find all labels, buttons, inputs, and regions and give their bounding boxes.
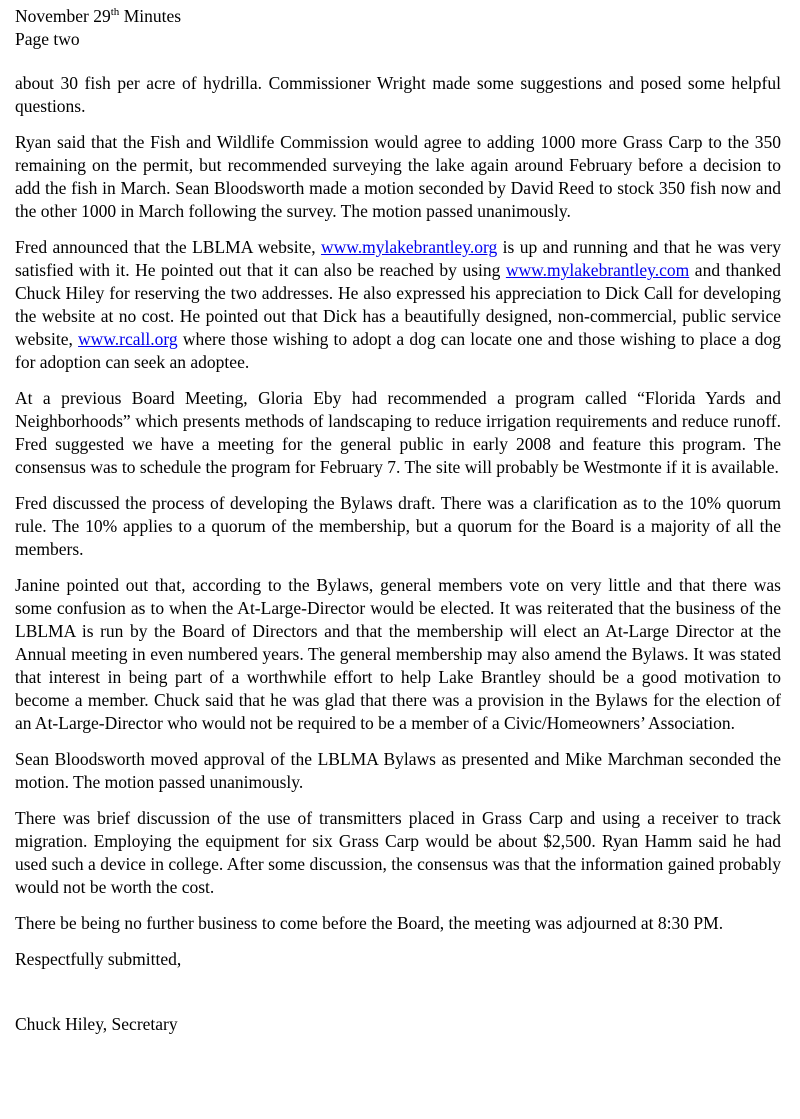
website-text-4: where those wishing to adopt a dog can locate one and those wishing to place a dog for adoption can seek an adoptee. xyxy=(15,329,781,372)
header-title-superscript: th xyxy=(110,6,120,19)
link-mylakebrantley-com[interactable]: www.mylakebrantley.com xyxy=(505,260,690,280)
header-title-line xyxy=(15,5,781,28)
paragraph-bylaws-approval: Sean Bloodsworth moved approval of the LBLMA Bylaws as presented and Mike Marchman seconded the motion. The motion passed unanimously. xyxy=(15,749,781,792)
header-title-post: Minutes xyxy=(119,6,182,26)
paragraph-bylaws-voting: Janine pointed out that, according to the Bylaws, general members vote on very little and that there was some confusion as to when the At-Large-Director would be elected. It was reiterated that the business of the LBLMA is run by the Board of Directors and that the membership will elect an At-Large Director at the Annual meeting in even numbered years. The general membership may also amend the Bylaws. It was stated that interest in being part of a worthwhile effort to help Lake Brantley should be a good motivation to become a member. Chuck said that he was glad that there was a provision in the Bylaws for the election of an At-Large-Director who would not be required to be a member of a Civic/Homeowners’ Association. xyxy=(15,575,781,733)
header-page-label: Page two xyxy=(15,29,80,49)
closing-line: Respectfully submitted, xyxy=(15,949,182,969)
paragraph-grass-carp-motion: Ryan said that the Fish and Wildlife Commission would agree to adding 1000 more Grass Carp to the 350 remaining on the permit, but recommended surveying the lake again around February before a decision to add the fish in March. Sean Bloodsworth made a motion seconded by David Reed to stock 350 fish now and the other 1000 in March following the survey. The motion passed unanimously. xyxy=(15,132,781,221)
website-text-2: is up and running and that he was very satisfied with it. He pointed out that it can also be reached by using xyxy=(15,237,781,280)
paragraph-hydrilla: about 30 fish per acre of hydrilla. Commissioner Wright made some suggestions and posed some helpful questions. xyxy=(15,73,781,116)
link-mylakebrantley-org[interactable]: www.mylakebrantley.org xyxy=(320,237,498,257)
header-title-pre: November 29 xyxy=(15,6,111,26)
paragraph-website xyxy=(15,236,781,374)
website-text-3: and thanked Chuck Hiley for reserving the two addresses. He also expressed his appreciation to Dick Call for developing the website at no cost. He pointed out that Dick has a beautifully designed, non-commercial, public service website, xyxy=(15,260,781,349)
paragraph-adjournment: There be being no further business to come before the Board, the meeting was adjourned at 8:30 PM. xyxy=(15,913,724,933)
document-header xyxy=(15,5,781,51)
link-rcall-org[interactable]: www.rcall.org xyxy=(78,329,178,349)
paragraph-florida-yards: At a previous Board Meeting, Gloria Eby had recommended a program called “Florida Yards and Neighborhoods” which presents methods of landscaping to reduce irrigation requirements and reduce runoff. Fred suggested we have a meeting for the general public in early 2008 and feature this program. The consensus was to schedule the program for February 7. The site will probably be Westmonte if it is available. xyxy=(15,388,781,477)
paragraph-transmitters: There was brief discussion of the use of transmitters placed in Grass Carp and using a receiver to track migration. Employing the equipment for six Grass Carp would be about $2,500. Ryan Hamm said he had used such a device in college. After some discussion, the consensus was that the information gained probably would not be worth the cost. xyxy=(15,808,781,897)
paragraph-bylaws-quorum: Fred discussed the process of developing the Bylaws draft. There was a clarification as to the 10% quorum rule. The 10% applies to a quorum of the membership, but a quorum for the Board is a majority of all the members. xyxy=(15,493,781,559)
signature-line: Chuck Hiley, Secretary xyxy=(15,1014,178,1034)
website-text-1: Fred announced that the LBLMA website, xyxy=(15,237,321,257)
